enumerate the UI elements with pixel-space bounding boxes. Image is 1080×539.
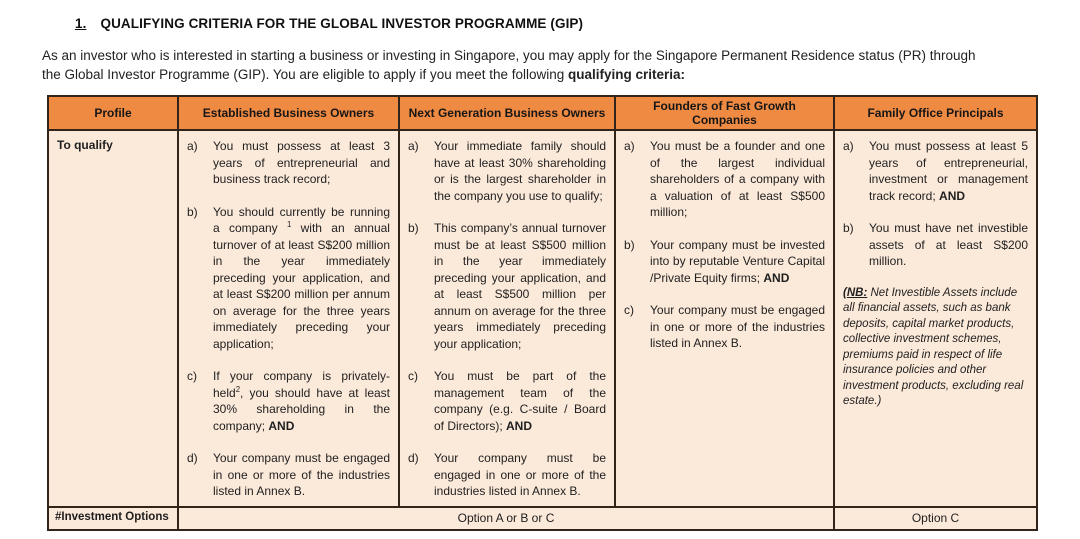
item-text: Your company must be engaged in one or more of the industries listed in Annex B. (650, 303, 825, 350)
header-profile: Profile (48, 96, 178, 130)
item-marker: b) (624, 237, 635, 252)
item-text: Your company must be invested into by reputable Venture Capital /Private Equity firms; AND (650, 237, 825, 285)
item-text: You must possess at least 3 years of entrepreneurial and business track record; (213, 139, 390, 186)
item-marker: b) (187, 204, 198, 219)
list-item (624, 138, 825, 221)
list-item (408, 450, 606, 500)
item-text: If your company is privately-held$^2$, you should have at least 30% shareholding in the company; AND (213, 369, 390, 433)
item-text: You must possess at least 5 years of entrepreneurial, investment or management track record; AND (869, 139, 1028, 203)
to-qualify-row (48, 130, 1037, 507)
header-next-generation-business-owners: Next Generation Business Owners (399, 96, 615, 130)
item-marker: c) (187, 369, 197, 383)
header-founders-fast-growth: Founders of Fast Growth Companies (615, 96, 834, 130)
list-item (624, 302, 825, 352)
intro-line-1: As an investor who is interested in starting a business or investing in Singapore, you may apply for the Singapore Permanent Residence status (PR) through (42, 48, 976, 63)
item-text: This company’s annual turnover must be at least S$500 million in the year immediately preceding your application, and at least S$500 million per annum on average for the three years immediately preceding your application; (434, 221, 606, 351)
list-item (187, 138, 390, 188)
qualifying-criteria-table (47, 95, 1038, 531)
item-text: Your immediate family should have at least 30% shareholding or is the largest shareholder in the company you use to qualify; (434, 139, 606, 203)
list-item (624, 237, 825, 287)
list-item (187, 368, 390, 434)
document-page (0, 16, 1080, 539)
list-item (408, 138, 606, 204)
item-text: You must be part of the management team of the company (e.g. C-suite / Board of Directors); AND (434, 369, 606, 433)
item-text: Your company must be engaged in one or more of the industries listed in Annex B. (213, 451, 390, 498)
section-title: QUALIFYING CRITERIA FOR THE GLOBAL INVESTOR PROGRAMME (GIP) (100, 16, 584, 31)
list-item (843, 138, 1028, 204)
item-marker: a) (843, 139, 854, 153)
item-marker: c) (624, 303, 634, 317)
to-qualify-label: To qualify (48, 130, 178, 507)
investment-options-abc: Option A or B or C (178, 507, 834, 530)
list-item (843, 220, 1028, 270)
item-marker: b) (843, 221, 854, 235)
item-marker: a) (624, 139, 635, 153)
investment-options-row (48, 507, 1037, 530)
qualifying-criteria-emphasis: qualifying criteria: (568, 67, 686, 82)
section-number: 1. (75, 16, 87, 31)
intro-line-2: the Global Investor Programme (GIP). You are eligible to apply if you meet the following qualifying criteria: (42, 67, 686, 82)
intro-paragraph (42, 46, 1060, 84)
item-text: Your company must be engaged in one or more of the industries listed in Annex B. (434, 451, 606, 498)
item-marker: a) (408, 139, 419, 153)
header-family-office-principals: Family Office Principals (834, 96, 1037, 130)
section-heading (75, 16, 1080, 31)
list-item (408, 368, 606, 434)
list-item (187, 450, 390, 500)
cell-founders-fast-growth (615, 130, 834, 507)
list-item (408, 220, 606, 352)
header-established-business-owners: Established Business Owners (178, 96, 399, 130)
cell-next-generation-business-owners (399, 130, 615, 507)
item-text: You must be a founder and one of the largest individual shareholders of a company with a valuation of at least S$500 million; (650, 139, 825, 219)
item-marker: a) (187, 139, 198, 153)
item-text: You should currently be running a company $^1$ with an annual turnover of at least S$200 million in the year immediately preceding your application, and at least S$200 million per annum on average for the three years immediately preceding your application; (213, 204, 390, 351)
list-item (187, 204, 390, 353)
cell-established-business-owners (178, 130, 399, 507)
item-marker: c) (408, 369, 418, 383)
table-header-row (48, 96, 1037, 130)
net-investible-assets-note: (NB: Net Investible Assets include all financial assets, such as bank deposits, capital market products, collective investment schemes, premiums paid in respect of life insurance policies and other investment products, excluding real estate.) (843, 286, 1024, 407)
item-marker: d) (408, 451, 419, 465)
cell-family-office-principals (834, 130, 1037, 507)
investment-options-label: #Investment Options (48, 507, 178, 530)
item-marker: b) (408, 221, 419, 235)
item-marker: d) (187, 451, 198, 465)
investment-options-c: Option C (834, 507, 1037, 530)
item-text: You must have net investible assets of at least S$200 million. (869, 221, 1028, 268)
